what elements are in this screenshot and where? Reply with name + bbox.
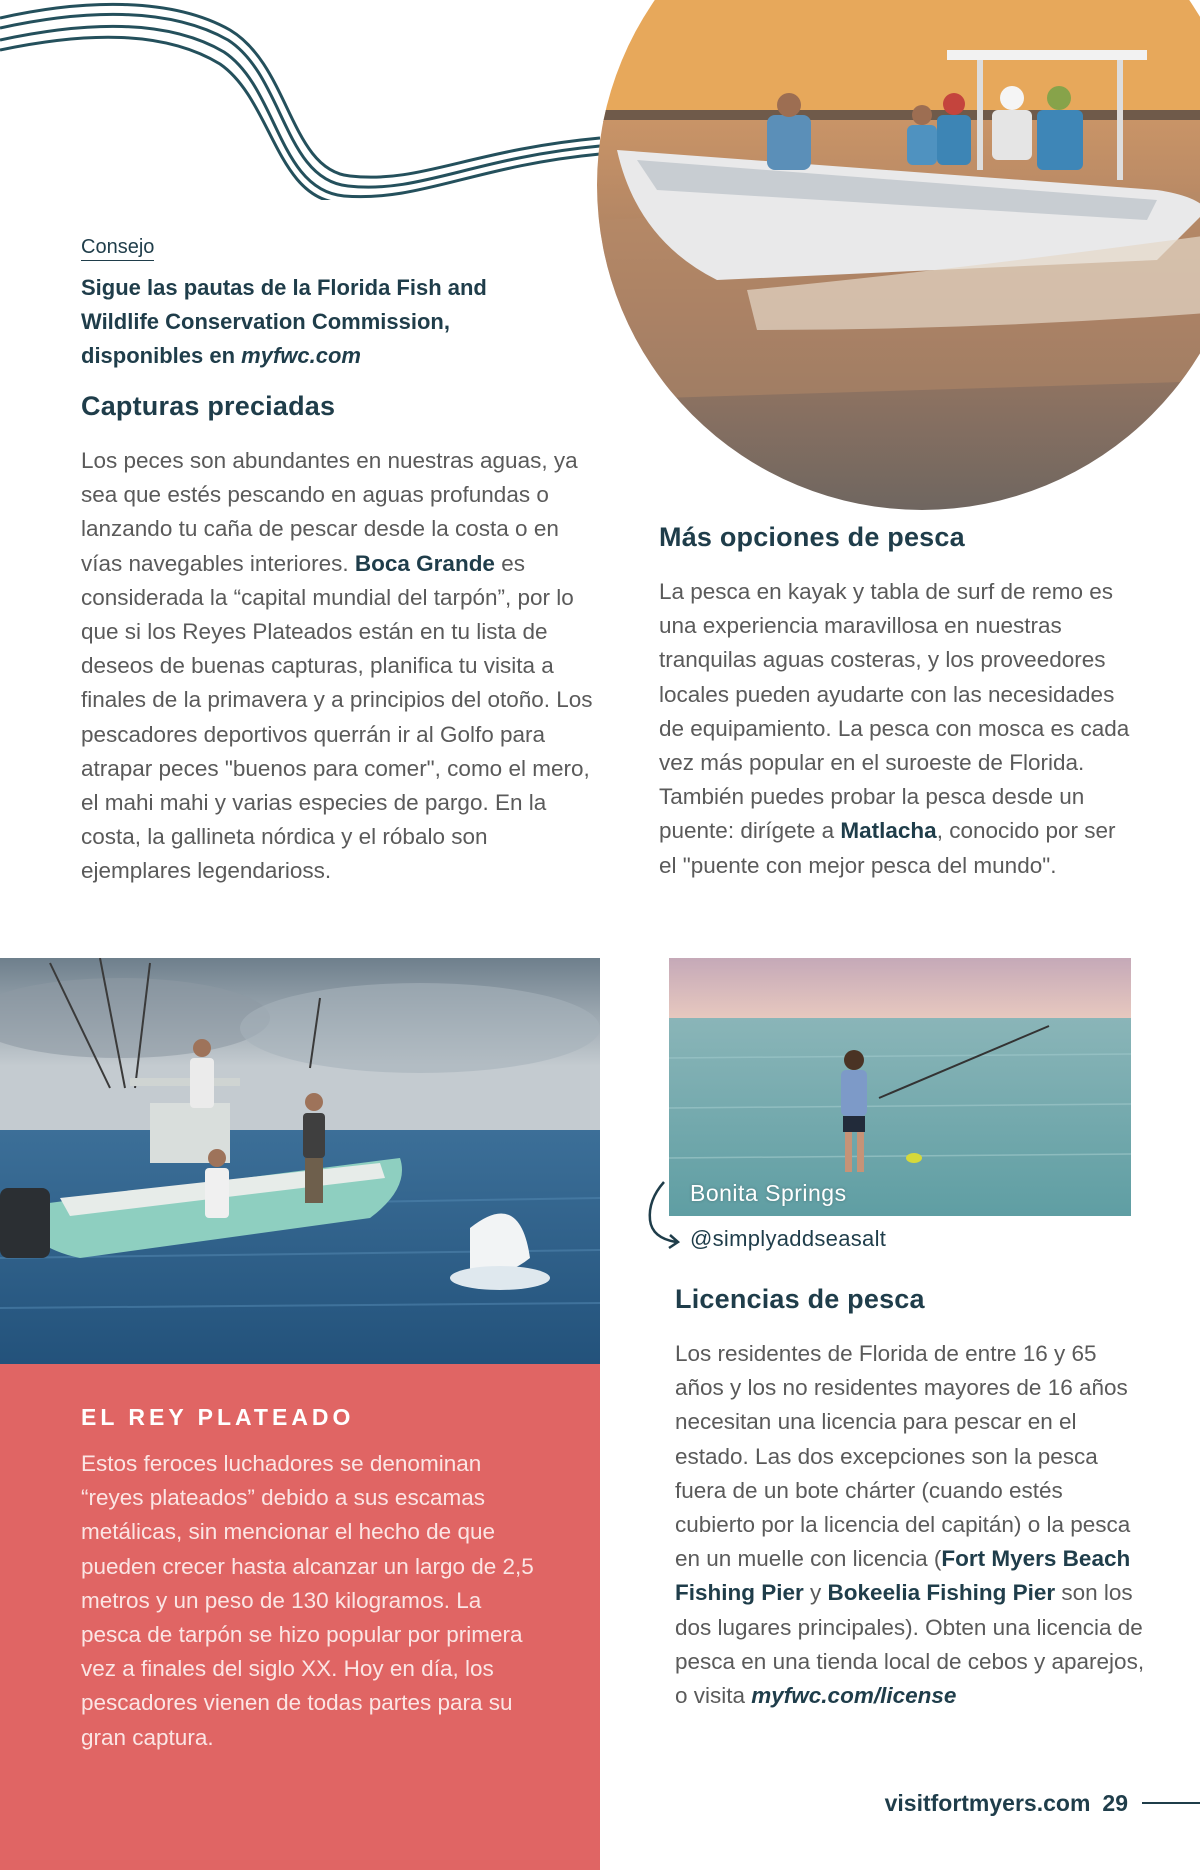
tip-block bbox=[81, 236, 551, 373]
footer-rule bbox=[1142, 1802, 1200, 1804]
highlight-matlacha: Matlacha bbox=[840, 818, 937, 844]
footer-site-link[interactable]: visitfortmyers.com bbox=[884, 1789, 1091, 1816]
licencias-body: Los residentes de Florida de entre 16 y 65 años y los no residentes mayores de 16 años necesitan una licencia para pescar en el estado. Las dos excepciones son la pesca fuera de un bote chárter (cuando estés cubierto por la licencia del capitán) o la pesca en un muelle con licencia (Fort Myers Beach Fishing Pier y Bokeelia Fishing Pier son los dos lugares principales). Obten una licencia de pesca en una tienda local de cebos y aparejos, o visita myfwc.com/license bbox=[675, 1341, 1145, 1709]
capturas-body: Los peces son abundantes en nuestras aguas, ya sea que estés pescando en aguas profundas o lanzando tu caña de pescar desde la costa o en vías navegables interiores. Boca Grande es considerada la “capital mundial del tarpón”, por lo que si los Reyes Plateados están en tu lista de deseos de buenas capturas, planifica tu visita a finales de la primavera y a principios del otoño. Los pescadores deportivos querrán ir al Golfo para atrapar peces "buenos para comer", como el mero, el mahi mahi y varias especies de pargo. En la costa, la gallineta nórdica y el róbalo son ejemplares legendarioss. bbox=[81, 448, 593, 884]
rey-title: EL REY PLATEADO bbox=[81, 1404, 355, 1430]
tip-link[interactable]: myfwc.com bbox=[241, 343, 361, 368]
wave-lines-decoration bbox=[0, 0, 640, 200]
photo-location-caption: Bonita Springs bbox=[690, 1180, 847, 1206]
opciones-body: La pesca en kayak y tabla de surf de remo es una experiencia maravillosa en nuestras tranquilas aguas costeras, y los proveedores locales pueden ayudarte con las necesidades de equipamiento. La pesca con mosca es cada vez más popular en el suroeste de Florida. También puedes probar la pesca desde un puente: dirígete a Matlacha, conocido por ser el "puente con mejor pesca del mundo". bbox=[659, 579, 1130, 878]
section-licencias bbox=[675, 1284, 1145, 1713]
section-opciones bbox=[659, 522, 1139, 883]
page-number: 29 bbox=[1102, 1789, 1128, 1816]
photo-credit-handle: @simplyaddseasalt bbox=[690, 1226, 887, 1251]
curved-arrow-icon bbox=[646, 1180, 686, 1252]
boat-sunset-photo bbox=[597, 0, 1200, 510]
heading-capturas: Capturas preciadas bbox=[81, 391, 336, 421]
highlight-boca-grande: Boca Grande bbox=[354, 550, 495, 576]
tip-text: Sigue las pautas de la Florida Fish and Wildlife Conservation Commission, disponibles en myfwc.com bbox=[81, 275, 487, 368]
tarpon-boat-photo bbox=[0, 958, 600, 1364]
rey-plateado-panel bbox=[0, 1364, 600, 1870]
rey-text: Estos feroces luchadores se denominan “reyes plateados” debido a sus escamas metálicas, sin mencionar el hecho de que pueden crecer hasta alcanzar un largo de 2,5 metros y un peso de 130 kilogramos. La pesca de tarpón se hizo popular por primera vez a finales del siglo XX. Hoy en día, los pescadores vienen de todas partes para su gran captura. bbox=[81, 1451, 534, 1750]
angler-beach-photo bbox=[669, 958, 1131, 1216]
page-footer bbox=[885, 1787, 1200, 1819]
heading-licencias: Licencias de pesca bbox=[675, 1284, 925, 1314]
licence-link[interactable]: myfwc.com/license bbox=[751, 1683, 957, 1709]
highlight-bokeelia-pier: Bokeelia Fishing Pier bbox=[827, 1580, 1056, 1606]
tip-label: Consejo bbox=[81, 236, 154, 261]
highlight-fort-myers-pier: Fort Myers Beach Fishing Pier bbox=[675, 1546, 1131, 1606]
section-capturas bbox=[81, 391, 601, 889]
heading-opciones: Más opciones de pesca bbox=[659, 522, 965, 552]
